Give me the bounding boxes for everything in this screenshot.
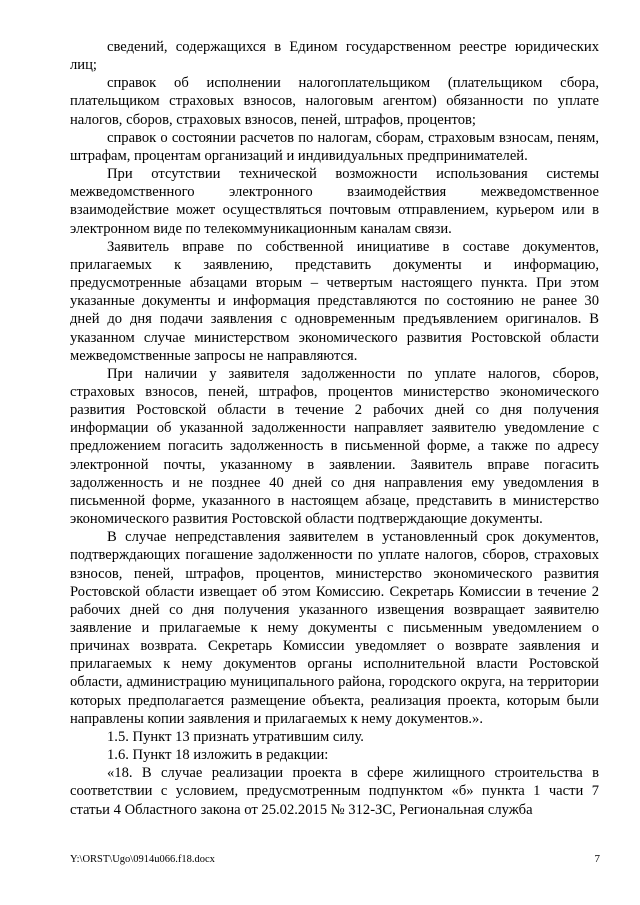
paragraph-item-1-5: 1.5. Пункт 13 признать утратившим силу. xyxy=(107,728,364,745)
paragraph-egrul: сведений, содержащихся в Едином государственном реестре юридических лиц; xyxy=(70,39,599,74)
paragraph-applicant-initiative: Заявитель вправе по собственной инициативе в составе документов, прилагаемых к заявлению, представить документы и информацию, предусмотренные абзацами вторым – четвертым настоящего пункта. При этом указанные документы и информация представляются по состоянию не ранее 30 дней до дня подачи заявления с одновременным предъявлением оригиналов. В указанном случае министерством экономического развития Ростовской области межведомственные запросы не направляются. xyxy=(70,238,599,364)
paragraph-debt-notice: При наличии у заявителя задолженности по уплате налогов, сборов, страховых взносов, пеней, штрафов, процентов министерство экономического развития Ростовской области в течение 2 рабочих дней со дня получения информации об указанной задолженности направляет заявителю уведомление с предложением погасить задолженность в письменной форме, а также по адресу электронной почты, указанному в заявлении. Заявитель вправе погасить задолженность и не позднее 40 дней со дня направления ему уведомления в письменной форме, указанного в настоящем абзаце, представить в министерство экономического развития Ростовской области подтверждающие документы. xyxy=(70,365,599,528)
paragraph-item-18: «18. В случае реализации проекта в сфере жилищного строительства в соответствии с условием, предусмотренным подпунктом «б» пункта 1 части 7 статьи 4 Областного закона от 25.02.2015 № 312-ЗС, Региональная служба xyxy=(70,765,599,818)
document-body xyxy=(70,38,599,819)
footer-file-path: Y:\ORST\Ugo\0914u066.f18.docx xyxy=(70,854,215,865)
page-number: 7 xyxy=(594,853,600,865)
paragraph-no-tech-possibility: При отсутствии технической возможности использования системы межведомственного электронного взаимодействия межведомственное взаимодействие может осуществляться почтовым отправлением, курьером или в электронном виде по телекоммуникационным каналам связи. xyxy=(70,166,599,237)
paragraph-non-submission: В случае непредставления заявителем в установленный срок документов, подтверждающих погашение задолженности по уплате налогов, сборов, страховых взносов, пеней, штрафов, процентов, министерство экономического развития Ростовской области извещает об этом Комиссию. Секретарь Комиссии в течение 2 рабочих дней со дня получения указанного извещения возвращает заявителю заявление и прилагаемые к нему документы с письменным уведомлением о причинах возврата. Секретарь Комиссии уведомляет о возврате заявления и прилагаемых к нему документов органы исполнительной власти Ростовской области, администрацию муниципального района, городского округа, на территории которых предполагается размещение объекта, реализация проекта, которым были направлены копии заявления и прилагаемых к нему документов.». xyxy=(70,529,599,727)
paragraph-tax-obligation: справок об исполнении налогоплательщиком (плательщиком сбора, плательщиком страховых взносов, налоговым агентом) обязанности по уплате налогов, сборов, страховых взносов, пеней, штрафов, процентов; xyxy=(70,75,599,128)
paragraph-item-1-6: 1.6. Пункт 18 изложить в редакции: xyxy=(107,747,329,764)
paragraph-settlement-status: справок о состоянии расчетов по налогам, сборам, страховым взносам, пеням, штрафам, процентам организаций и индивидуальных предпринимателей. xyxy=(70,129,599,164)
